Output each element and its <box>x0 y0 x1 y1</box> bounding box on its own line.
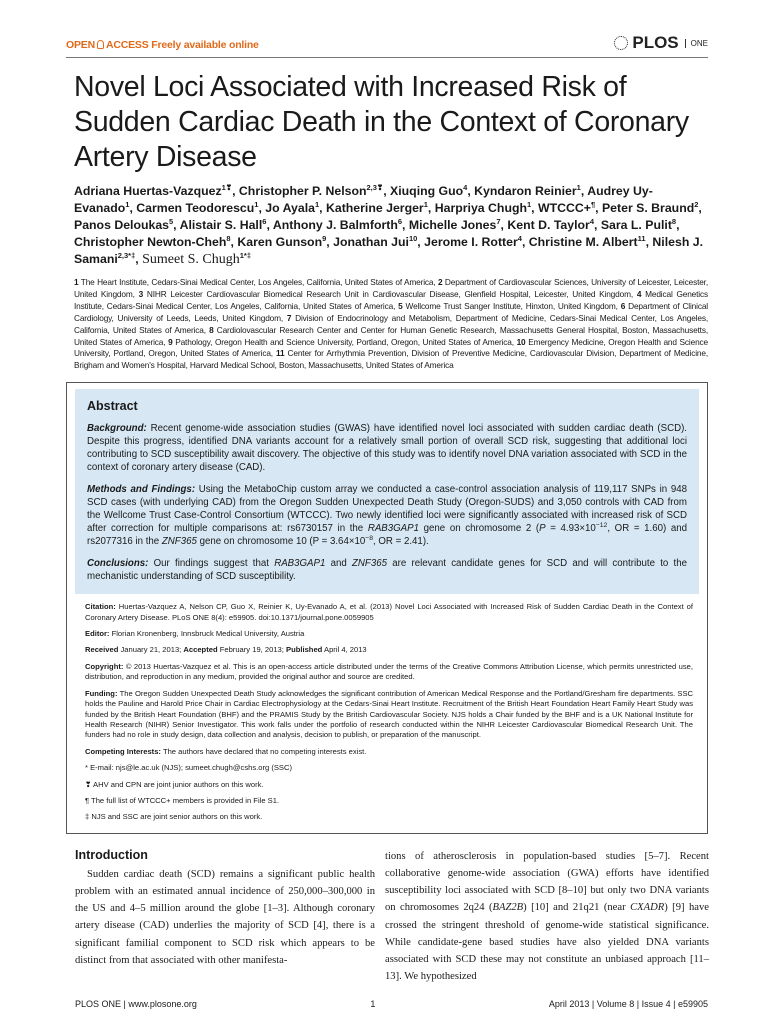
article-title: Novel Loci Associated with Increased Risk of Sudden Cardiac Death in the Context of Coronary Artery Disease <box>74 71 689 173</box>
text-run: ) [9] have crossed the stringent threshold of genome-wide statistical significance. While candidate-gene based studies have also yielded DNA variants associated with SCD these may not constitute an unbiased approach [11–13]. We hypothesized <box>385 902 709 983</box>
accepted-date: February 19, 2013; <box>219 645 284 655</box>
author <box>136 201 258 215</box>
author-affiliation-marker: 1 <box>314 199 320 209</box>
author-list: Adriana Huertas-Vazquez$^{1❣}$, Christopher P. Nelson$^{2,3❣}$, Xiuqing Guo$^4$, Kyndaron Reinier$^1$, Audrey Uy-Evanado$^1$, Carmen Teodorescu$^1$, Jo Ayala$^1$, Katherine Jerger$^1$, Harpriya Chugh$^1$, WTCCC+¶, Peter S. Braund$^2$, Panos Deloukas$^5$, Alistair S. Hall$^6$, Anthony J. Balmforth$^6$, Michelle Jones$^7$, Kent D. Taylor$^4$, Sara L. Pulit$^8$, Christopher Newton-Cheh$^8$, Karen Gunson$^9$, Jonathan Jui$^{10}$, Jerome I. Rotter$^4$, Christine M. Albert$^{11}$, Nilesh J. Samani$^{2,3*\ddagger}$, Sumeet S. Chugh$^{1*\ddagger}$ <box>74 182 703 267</box>
plos-logo-icon <box>614 36 628 50</box>
author <box>602 201 698 215</box>
author-affiliation-marker: ¶ <box>590 199 596 209</box>
copyright-text: © 2013 Huertas-Vazquez et al. This is an open-access article distributed under the terms of the Creative Commons Attribution License, which permits unrestricted use, distribution, and reproduction in any medium, provided the original author and source are credited. <box>85 661 693 682</box>
introduction-section <box>75 848 708 986</box>
affiliation-text: The Heart Institute, Cedars-Sinai Medical Center, Los Angeles, California, United States of America, <box>78 277 438 287</box>
citation-label: Citation: <box>85 602 116 612</box>
affiliation-text: Pathology, Oregon Health and Science University, Portland, Oregon, United States of America, <box>172 336 517 347</box>
affiliation-number: 10 <box>516 336 526 347</box>
author <box>601 218 676 232</box>
author-affiliation-marker: 1 <box>526 199 532 209</box>
accepted-label: Accepted <box>183 645 218 655</box>
text-run: Recent genome-wide association studies (GWAS) have identified novel loci associated with sudden cardiac death (SCD). Despite this progress, identified DNA variants account for a relatively small portion of overall SCD risk, suggesting that additional loci contributing to SCD susceptibility await discovery. The objective of this study was to identify novel DNA variation associated with SCD in the context of coronary artery disease (CAD). <box>87 423 687 474</box>
text-run: gene on chromosome 10 (P = 3.64×10 <box>196 536 366 548</box>
journal-header <box>66 33 708 58</box>
one-logo-text: ONE <box>685 39 708 48</box>
funding-label: Funding: <box>85 688 118 698</box>
affiliation-number: 5 <box>398 300 403 311</box>
author-affiliation-marker: 1 <box>423 199 428 209</box>
text-run: , OR = 2.41). <box>373 536 429 548</box>
affiliation-number: 7 <box>286 312 292 323</box>
author-affiliation-marker: 5 <box>169 216 174 226</box>
published-date: April 4, 2013 <box>324 645 367 655</box>
rich-text <box>87 558 687 582</box>
author <box>424 235 522 249</box>
text-run: Our findings suggest that <box>153 558 275 570</box>
abstract-conclusions <box>87 557 687 583</box>
methods-label: Methods and Findings: <box>87 484 196 496</box>
author <box>265 201 319 215</box>
author-name: Audrey Uy-Evanado <box>74 184 653 215</box>
affiliation-text: Division of Endocrinology and Metabolism, Department of Medicine, Cedars-Sinai Medical Center, Los Angeles, California, United States of America, <box>74 312 708 335</box>
text-run: and <box>325 558 353 570</box>
author-name: Christopher Newton-Cheh <box>74 235 227 249</box>
author <box>326 201 428 215</box>
rich-text <box>75 869 375 966</box>
open-access-banner <box>66 39 259 51</box>
author <box>435 201 531 215</box>
author <box>529 235 646 249</box>
author-name: Xiuqing Guo <box>390 184 464 198</box>
author <box>237 235 326 249</box>
author-affiliation-marker: 1 <box>576 182 581 192</box>
author-name: Sumeet S. Chugh <box>142 252 240 267</box>
author-name: WTCCC+ <box>538 201 591 215</box>
freely-available-label: Freely available online <box>151 39 259 51</box>
affiliation-text: Department of Clinical Cardiology, University of Leeds, Leeds, United Kingdom, <box>74 300 708 323</box>
wtccc-note: ¶ The full list of WTCCC+ members is provided in File S1. <box>85 795 280 805</box>
open-lock-icon <box>97 40 104 49</box>
author <box>507 218 594 232</box>
author <box>333 235 417 249</box>
author-affiliation-marker: 9 <box>322 233 327 243</box>
abstract-methods <box>87 483 687 548</box>
author-affiliation-marker: 7 <box>496 216 501 226</box>
editor-text: Florian Kronenberg, Innsbruck Medical University, Austria <box>111 629 305 639</box>
affiliation-text: NIHR Leicester Cardiovascular Biomedical Research Unit in Cardiovascular Disease, Glenfield Hospital, Leicester, United Kingdom, <box>143 288 637 299</box>
text-run: ZNF365 <box>352 558 388 570</box>
funding <box>85 689 693 741</box>
competing-text: The authors have declared that no competing interests exist. <box>162 746 367 756</box>
background-label: Background: <box>87 423 147 435</box>
text-run: ZNF365 <box>161 536 197 548</box>
author <box>74 184 232 198</box>
affiliation-number: 11 <box>275 348 285 359</box>
author-name: Jonathan Jui <box>333 235 409 249</box>
author-affiliation-marker: 10 <box>408 233 418 243</box>
competing-label: Competing Interests: <box>85 746 161 756</box>
author <box>273 218 402 232</box>
author-affiliation-marker: 4 <box>589 216 594 226</box>
text-run: ) [10] and 21q21 (near <box>523 902 631 914</box>
conclusions-label: Conclusions: <box>87 558 149 570</box>
abstract-heading: Abstract <box>87 399 138 414</box>
affiliation-number: 4 <box>636 288 642 299</box>
editor-label: Editor: <box>85 629 110 639</box>
author <box>74 218 173 232</box>
author-name: Jerome I. Rotter <box>424 235 518 249</box>
published-label: Published <box>286 645 323 655</box>
introduction-heading: Introduction <box>75 847 148 862</box>
access-label: ACCESS <box>105 39 149 51</box>
abstract-background <box>87 422 687 474</box>
author-name: Adriana Huertas-Vazquez <box>74 184 222 198</box>
author <box>239 184 383 198</box>
author-affiliation-marker: 1 <box>125 199 130 209</box>
abstract-box <box>66 382 708 834</box>
affiliation-number: 3 <box>138 288 144 299</box>
author-affiliation-marker: 2,3❣ <box>366 182 384 192</box>
author-name: Carmen Teodorescu <box>136 201 255 215</box>
text-run: are relevant candidate genes for SCD and will contribute to the mechanistic understanding of SCD susceptibility. <box>87 558 687 583</box>
author <box>74 235 231 249</box>
affiliation-text: Emergency Medicine, Oregon Health and Science University, Portland, Oregon, United States of America, <box>74 336 708 359</box>
text-run: P <box>539 523 546 535</box>
author-name: Karen Gunson <box>237 235 323 249</box>
author <box>180 218 267 232</box>
author-affiliation-marker: 11 <box>637 233 646 243</box>
introduction-left <box>75 848 375 986</box>
copyright <box>85 662 693 683</box>
author-affiliation-marker: 6 <box>397 216 403 226</box>
footer-issue: April 2013 | Volume 8 | Issue 4 | e59905 <box>548 999 708 1010</box>
text-run: Sudden cardiac death (SCD) remains a significant public health problem with an estimated annual incidence of 250,000–300,000 in the US and 4–5 million around the globe [1–3]. Although coronary artery disease (CAD) underlies the majority of SCD [4], there is a significant familial component to SCD risk which appears to be distinct from that associated with other manifesta- <box>75 868 375 966</box>
open-label: OPEN <box>66 39 95 51</box>
text-run: , OR = 1.60) and rs2077316 in the <box>87 523 688 548</box>
competing-interests <box>85 747 693 757</box>
affiliation-text: Wellcome Trust Sanger Institute, Hinxton, United Kingdom, <box>402 300 621 311</box>
introduction-column-2 <box>385 848 709 986</box>
author <box>474 184 581 198</box>
page-footer <box>75 999 708 1009</box>
received-date: January 21, 2013; <box>120 645 182 655</box>
author-affiliation-marker: 1 <box>254 199 259 209</box>
author <box>390 184 467 198</box>
text-run: RAB3GAP1 <box>367 523 419 535</box>
text-run: RAB3GAP1 <box>274 558 326 570</box>
citation-text: Huertas-Vazquez A, Nelson CP, Guo X, Reinier K, Uy-Evanado A, et al. (2013) Novel Loci Associated with Increased Risk of Sudden Cardiac Death in the Context of Coronary Artery Disease. PLoS ONE 8(4): e59905. doi:10.1371/journal.pone.0059905 <box>85 602 693 622</box>
rich-text <box>385 851 709 982</box>
plos-one-logo <box>614 33 708 53</box>
text-run: BAZ2B <box>492 902 524 914</box>
author-name: Kyndaron Reinier <box>474 184 577 198</box>
author-affiliation-marker: 8 <box>226 233 231 243</box>
plos-logo-text: PLOS <box>632 33 679 52</box>
author-affiliation-marker: 4 <box>517 233 522 243</box>
author-affiliation-marker: 1❣ <box>221 182 233 192</box>
author-name: Alistair S. Hall <box>179 218 263 232</box>
author-affiliation-marker: 2 <box>694 199 699 209</box>
author-name: Anthony J. Balmforth <box>272 218 398 232</box>
text-run: tions of atherosclerosis in population-based studies [5–7]. Recent collaborative genome-wide association (GWA) efforts have identified susceptibility loci associated with SCD [8–10] but only two DNA variants on chromosomes 2q24 ( <box>385 850 709 914</box>
email-note: * E-mail: njs@le.ac.uk (NJS); sumeet.chugh@cshs.org (SSC) <box>85 763 293 773</box>
author-name: Harpriya Chugh <box>434 201 527 215</box>
received-label: Received <box>85 645 119 655</box>
affiliation-text: Medical Genetics Institute, Cedars-Sinai Medical Center, Los Angeles, California, United States of America, <box>74 288 708 311</box>
dates <box>85 645 693 655</box>
affiliation-number: 6 <box>620 300 626 311</box>
affiliation-number: 2 <box>438 277 443 287</box>
author <box>538 201 595 215</box>
author-affiliation-marker: 4 <box>463 182 468 192</box>
author-name: Panos Deloukas <box>74 218 169 232</box>
author-name: Christine M. Albert <box>528 235 638 249</box>
author-affiliation-marker: 6 <box>262 216 267 226</box>
author-name: Katherine Jerger <box>325 201 424 215</box>
affiliation-number: 9 <box>168 336 173 347</box>
author <box>409 218 501 232</box>
copyright-label: Copyright: <box>85 661 124 671</box>
text-run: CXADR <box>630 902 665 914</box>
footer-journal: PLOS ONE | www.plosone.org <box>75 999 197 1010</box>
text-run: = 4.93×10 <box>545 523 596 535</box>
page-number: 1 <box>370 999 376 1010</box>
introduction-column-1 <box>75 866 375 969</box>
author-name: Jo Ayala <box>265 201 315 215</box>
author-name: Michelle Jones <box>408 218 497 232</box>
text-run: −8 <box>365 535 374 543</box>
joint-junior-note: ❣ AHV and CPN are joint junior authors on this work. <box>85 779 264 789</box>
joint-senior-note: ‡ NJS and SSC are joint senior authors on this work. <box>85 812 263 822</box>
author-name: Nilesh J. Samani <box>74 235 703 266</box>
author-affiliation-marker: 2,3*‡ <box>117 250 136 260</box>
author-name: Peter S. Braund <box>601 201 695 215</box>
text-run: Using the MetaboChip custom array we conducted a case-control association analysis of 119,117 SNPs in 948 SCD cases (with underlying CAD) from the Oregon Sudden Unexpected Death Study (Oregon-SUDS) and 3,050 controls with CAD from the Wellcome Trust Case-Control Consortium (WTCCC). Two newly identified loci were significantly associated with increased risk of SCD after correction for multiple comparisons at: rs6730157 in the <box>87 484 688 535</box>
author-name: Christopher P. Nelson <box>238 184 367 198</box>
article-metadata <box>75 594 699 823</box>
funding-text: The Oregon Sudden Unexpected Death Study acknowledges the significant contribution of American Medical Response and the Portland/Gresham fire departments. SSC holds the Pauline and Harold Price Chair in Cardiac Electrophysiology at the Cedars-Sinai Heart Institute. Recruitment of the British Heart Foundation Heart Family Heart Study was funded by the British Heart Foundation (BHF) and the PRAMIS Study by the British Cardiovascular Society. NJS holds a Chair funded by the BHF and is a UK National Institute for Health Research (NIHR) Senior Investigator. This work falls under the portfolio of research conducted within the NIHR Leicester Cardiovascular Biomedical Research Unit. The funders had no role in study design, data collection and analysis, decision to publish, or preparation of the manuscript. <box>85 688 693 740</box>
author <box>142 252 251 266</box>
affiliation-text: Center for Arrhythmia Prevention, Division of Preventive Medicine, Cardiovascular Division, Department of Medicine, Brigham and Women's Hospital, Harvard Medical School, Boston, Massachusetts, United States of America <box>74 348 708 371</box>
affiliation-number: 1 <box>74 277 79 287</box>
abstract-panel <box>75 389 699 594</box>
affiliations <box>74 277 708 372</box>
affiliation-text: Department of Cardiovascular Sciences, University of Leicester, Leicester, United Kingdom, <box>74 277 708 299</box>
author-affiliation-marker: 1*‡ <box>239 250 252 260</box>
affiliation-text: Cardiolovascular Research Center and Center for Human Genetic Research, Massachusetts General Hospital, Boston, Massachusetts, United States of America, <box>74 324 708 347</box>
author-name: Kent D. Taylor <box>507 218 590 232</box>
affiliation-number: 8 <box>209 324 214 335</box>
editor <box>85 629 693 639</box>
text-run: −12 <box>595 522 608 530</box>
author-name: Sara L. Pulit <box>600 218 672 232</box>
author-affiliation-marker: 8 <box>671 216 677 226</box>
citation <box>85 602 693 623</box>
text-run: gene on chromosome 2 ( <box>419 523 540 535</box>
rich-text <box>87 423 687 473</box>
